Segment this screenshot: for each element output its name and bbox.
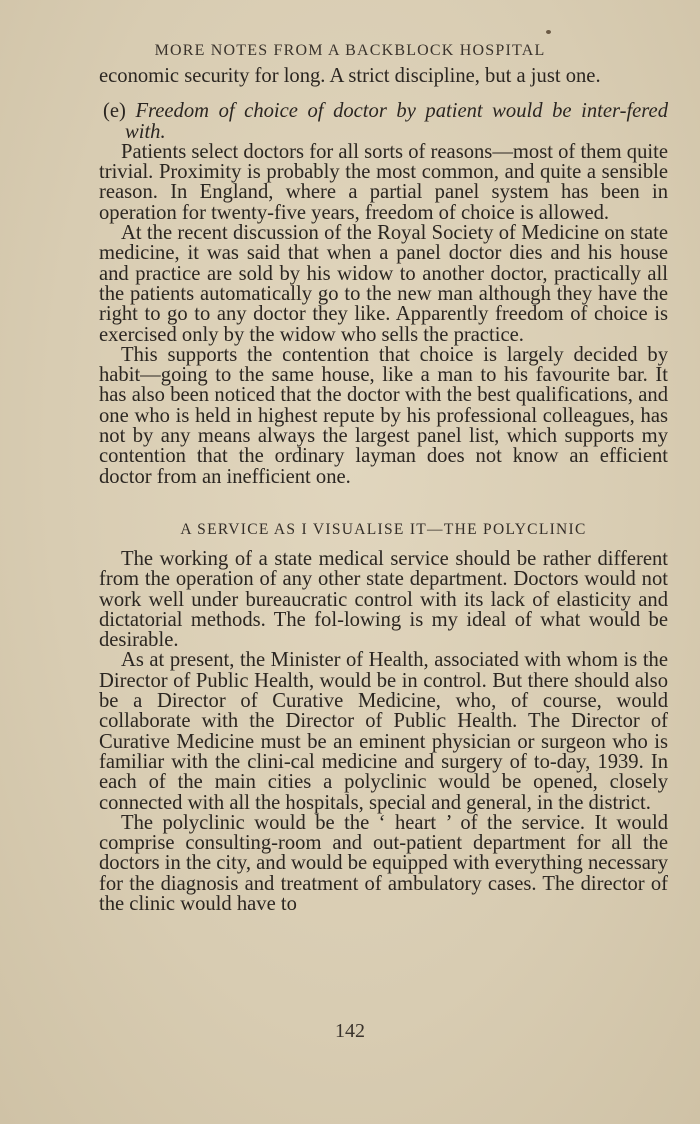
paragraph-continuation: economic security for long. A strict discipline, but a just one. [99,65,601,87]
list-item-e [103,100,668,143]
paragraph: At the recent discussion of the Royal Society of Medicine on state medicine, it was said that when a panel doctor dies and his house and practice are sold by his widow to another doctor, practically all the patients automatically go to the new man although they have the right to go to any doctor they like. Apparently freedom of choice is exercised only by the widow who sells the practice. [99,222,668,346]
paragraph: The polyclinic would be the ‘ heart ’ of the service. It would comprise consulting-room and out-patient department for all the doctors in the city, and would be equipped with everything necessary for the diagnosis and treatment of ambulatory cases. The director of the clinic would have to [99,811,668,915]
paragraph: As at present, the Minister of Health, associated with whom is the Director of Public Health, would be in control. But there should also be a Director of Curative Medicine, who, of course, would collaborate with the Director of Public Health. The Director of Curative Medicine must be an eminent physician or surgeon who is familiar with the clini-cal medicine and surgery of to-day, 1939. In each of the main cities a polyclinic would be opened, closely connected with all the hospitals, special and general, in the district. [99,649,668,814]
section-heading: A SERVICE AS I VISUALISE IT—THE POLYCLINIC [180,520,587,538]
page-number: 142 [335,1020,365,1042]
ink-speck [546,30,551,34]
paragraph: The working of a state medical service should be rather different from the operation of any other state department. Doctors would not work well under bureaucratic control with its lack of elasticity and dictatorial methods. The fol-lowing is my ideal of what would be desirable. [99,547,668,652]
running-head: MORE NOTES FROM A BACKBLOCK HOSPITAL [154,42,546,59]
list-item-text: Freedom of choice of doctor by patient would be inter-fered with. [125,100,668,143]
paragraph: Patients select doctors for all sorts of reasons—most of them quite trivial. Proximity is probably the most common, and quite a sensible reason. In England, where a partial panel system has been in operation for twenty-five years, freedom of choice is allowed. [99,140,668,224]
list-marker: (e) [103,100,126,123]
body-text [99,66,668,914]
paragraph: This supports the contention that choice is largely decided by habit—going to the same house, like a man to his favourite bar. It has also been noticed that the doctor with the best qualifications, and one who is held in highest repute by his professional colleagues, has not by any means always the largest panel list, which supports my contention that the ordinary layman does not know an efficient doctor from an inefficient one. [99,343,668,488]
